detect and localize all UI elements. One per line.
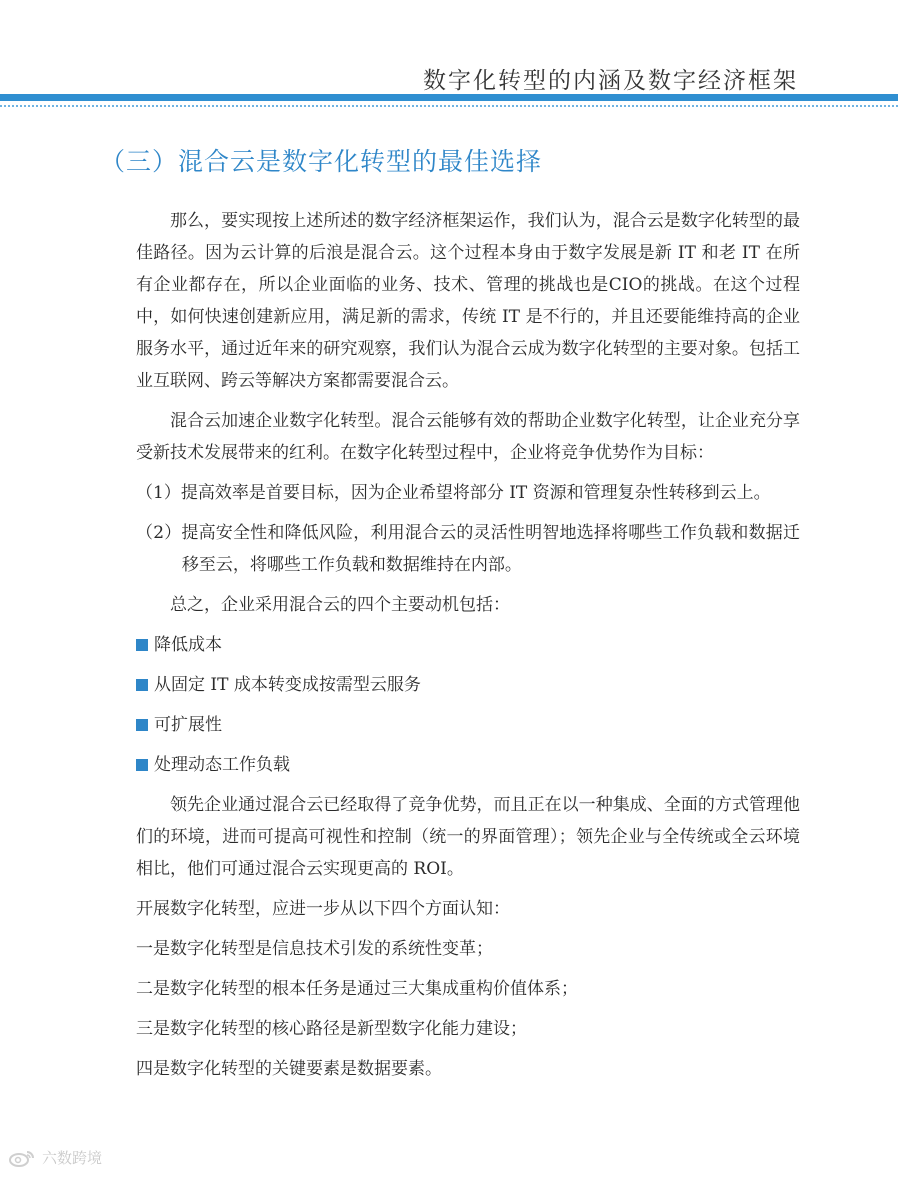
list-item [136, 669, 800, 701]
square-bullet-icon [136, 759, 148, 771]
list-item-text: 降低成本 [154, 635, 222, 655]
header-dotted-rule [0, 105, 898, 107]
running-header: 数字化转型的内涵及数字经济框架 [423, 68, 798, 94]
body-content [136, 205, 800, 1093]
paragraph-1: 那么，要实现按上述所述的数字经济框架运作，我们认为，混合云是数字化转型的最佳路径。因为云计算的后浪是混合云。这个过程本身由于数字发展是新 IT 和老 IT 在所有企业都存在，所以企业面临的业务、技术、管理的挑战也是CIO的挑战。在这个过程中，如何快速创建新应用，满足新的需求，传统 IT 是不行的，并且还要能维持高的企业服务水平，通过近年来的研究观察，我们认为混合云成为数字化转型的主要对象。包括工业互联网、跨云等解决方案都需要混合云。 [136, 211, 800, 391]
watermark-text: 六数跨境 [42, 1149, 103, 1167]
square-bullet-icon [136, 679, 148, 691]
watermark [8, 1147, 102, 1168]
list-item-text: 从固定 IT 成本转变成按需型云服务 [154, 675, 421, 695]
motivation-list [136, 629, 800, 781]
point-3: 三是数字化转型的核心路径是新型数字化能力建设； [136, 1019, 527, 1039]
weibo-logo-icon [8, 1149, 36, 1167]
section-title: （三）混合云是数字化转型的最佳选择 [100, 147, 543, 176]
point-4: 四是数字化转型的关键要素是数据要素。 [136, 1059, 442, 1079]
paragraph-5: 开展数字化转型，应进一步从以下四个方面认知： [136, 899, 510, 919]
list-item-text: 处理动态工作负载 [154, 755, 290, 775]
list-item [136, 709, 800, 741]
list-item [136, 749, 800, 781]
paragraph-3: 总之，企业采用混合云的四个主要动机包括： [170, 595, 510, 615]
paragraph-4: 领先企业通过混合云已经取得了竞争优势，而且正在以一种集成、全面的方式管理他们的环境，进而可提高可视性和控制（统一的界面管理）；领先企业与全传统或全云环境相比，他们可通过混合云实现更高的 ROI。 [136, 795, 800, 879]
list-item-text: 可扩展性 [154, 715, 222, 735]
point-1: 一是数字化转型是信息技术引发的系统性变革； [136, 939, 493, 959]
numbered-item-1: （1）提高效率是首要目标，因为企业希望将部分 IT 资源和管理复杂性转移到云上。 [136, 483, 771, 503]
point-2: 二是数字化转型的根本任务是通过三大集成重构价值体系； [136, 979, 578, 999]
header-rule [0, 94, 898, 101]
paragraph-2: 混合云加速企业数字化转型。混合云能够有效的帮助企业数字化转型，让企业充分享受新技术发展带来的红利。在数字化转型过程中，企业将竞争优势作为目标： [136, 411, 800, 463]
square-bullet-icon [136, 639, 148, 651]
square-bullet-icon [136, 719, 148, 731]
list-item [136, 629, 800, 661]
numbered-item-2: （2）提高安全性和降低风险，利用混合云的灵活性明智地选择将哪些工作负载和数据迁移至云，将哪些工作负载和数据维持在内部。 [136, 523, 800, 575]
